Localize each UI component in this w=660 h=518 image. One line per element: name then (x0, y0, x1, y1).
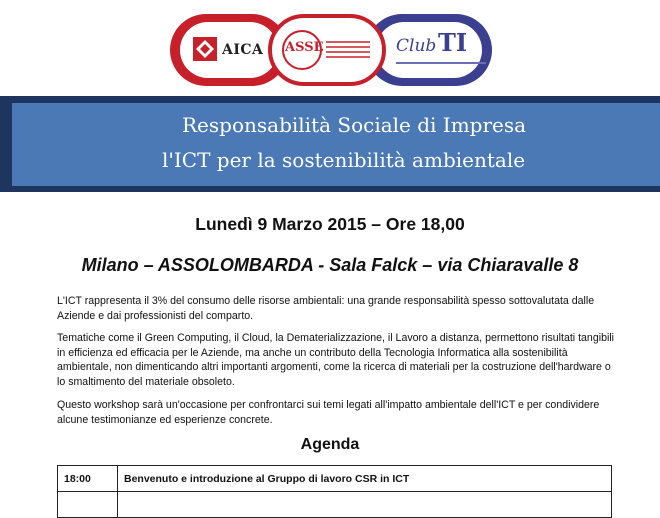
event-date: Lunedì 9 Marzo 2015 – Ore 18,00 (195, 214, 465, 234)
aica-logo-icon (192, 36, 218, 62)
agenda-time (58, 492, 118, 518)
asse-logo-lines (326, 38, 370, 61)
banner-title-line2: l'ICT per la sostenibilità ambientale (162, 148, 526, 172)
agenda-table (57, 465, 612, 518)
agenda-item (118, 492, 612, 518)
agenda-time: 18:00 (58, 466, 118, 492)
asse-logo-text: ASSE (285, 40, 324, 55)
clubti-logo-text: Club (396, 36, 437, 56)
aica-logo-text: AICA (222, 42, 264, 58)
logo-strip (170, 12, 492, 88)
event-venue: Milano – ASSOLOMBARDA - Sala Falck – via Chiaravalle 8 (81, 255, 579, 275)
clubti-logo-ti: TI (438, 28, 468, 57)
title-banner (12, 103, 660, 186)
agenda-item: Benvenuto e introduzione al Gruppo di lavoro CSR in ICT (118, 466, 612, 492)
intro-paragraph: L'ICT rappresenta il 3% del consumo delle risorse ambientali: una grande responsabilità spesso sottovalutata dalle Aziende e dai professionisti del comparto. (57, 295, 595, 322)
topics-paragraph: Tematiche come il Green Computing, il Cloud, la Dematerializzazione, il Lavoro a distanza, permettono risultati tangibili in efficienza ed efficacia per le Aziende, ma anche un contributo della Tecnologia Informatica alla sostenibilità ambientale, non dimenticando altri importanti argomenti, come la ricerca di materiali per la costruzione dell'hardware o lo smaltimento del materiale obsoleto. (57, 332, 615, 388)
workshop-paragraph: Questo workshop sarà un'occasione per confrontarci sui temi legati all'impatto ambientale dell'ICT e per condividere alcune testimonianze ed esperienze concrete. (57, 399, 600, 426)
banner-title-line1: Responsabilità Sociale di Impresa (182, 113, 527, 137)
agenda-heading: Agenda (300, 436, 360, 453)
agenda-row (58, 492, 612, 518)
agenda-row (58, 466, 612, 492)
clubti-logo-underline (396, 62, 486, 64)
